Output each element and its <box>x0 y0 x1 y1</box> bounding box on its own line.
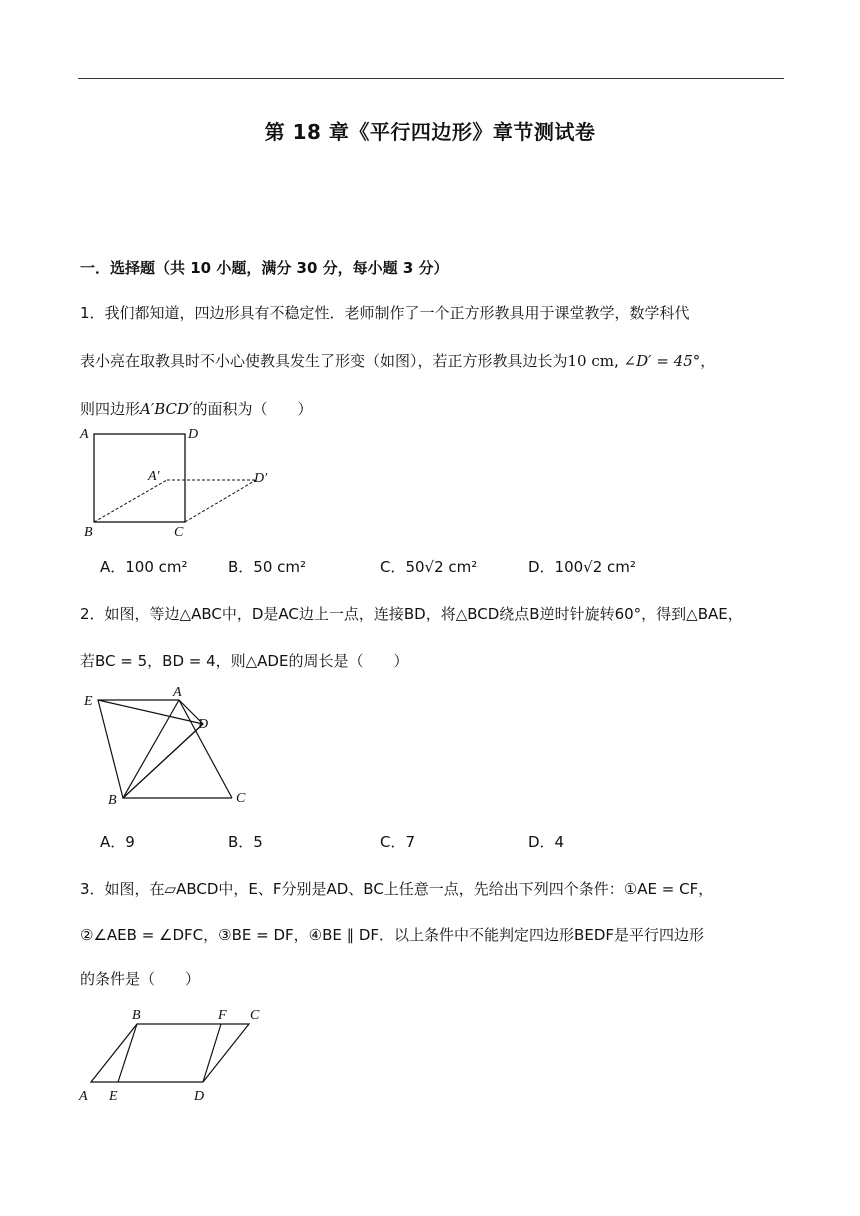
q2-label-e: E <box>84 694 93 709</box>
q2-option-a[interactable]: A．9 <box>100 833 135 851</box>
q1-angle: ∠D′ = 45° <box>623 352 701 370</box>
q3-line-2: ②∠AEB = ∠DFC，③BE = DF，④BE ∥ DF．以上条件中不能判定四边形BEDF是平行四边形 <box>80 926 705 944</box>
q2-option-d[interactable]: D．4 <box>528 833 565 851</box>
q2-line-1: 2．如图，等边△ABC中，D是AC边上一点，连接BD，将△BCD绕点B逆时针旋转60°，得到△BAE， <box>80 605 743 623</box>
q2-option-c[interactable]: C．7 <box>380 833 416 851</box>
q1-line-3 <box>80 398 312 419</box>
q1-shape: A′BCD′ <box>140 400 193 418</box>
header-rule <box>78 78 784 79</box>
q1-line-3-a: 则四边形 <box>80 400 141 418</box>
q3-label-e: E <box>109 1089 118 1104</box>
q2-line-ac <box>179 700 232 798</box>
q2-line-2: 若BC = 5，BD = 4，则△ADE的周长是（ ） <box>80 652 409 670</box>
q2-label-c: C <box>236 791 246 806</box>
q3-label-a: A <box>79 1089 88 1104</box>
q1-option-c[interactable]: C．50√2 cm² <box>380 558 478 576</box>
q1-label-b: B <box>84 525 93 540</box>
q1-label-d: D <box>188 427 199 442</box>
q2-line-ba <box>123 700 179 798</box>
q1-dashed-cd <box>185 480 256 522</box>
q2-label-b: B <box>108 793 117 808</box>
q3-label-f: F <box>218 1008 227 1023</box>
q3-line-be <box>118 1024 137 1082</box>
q3-line-fd <box>203 1024 221 1082</box>
q1-line-1: 1．我们都知道，四边形具有不稳定性．老师制作了一个正方形教具用于课堂教学，数学科代 <box>80 304 690 322</box>
section-heading: 一．选择题（共 10 小题，满分 30 分，每小题 3 分） <box>80 259 449 277</box>
q1-side-length: 10 cm <box>567 352 614 370</box>
q3-figure <box>76 1002 276 1110</box>
q1-label-a-prime: A′ <box>148 469 160 484</box>
q1-line-2: 表小亮在取教具时不小心使教具发生了形变（如图），若正方形教具边长为10 cm, ∠D′ = 45°， <box>80 352 716 370</box>
q3-parallelogram <box>91 1024 249 1082</box>
q3-line-3: 的条件是（ ） <box>80 970 201 988</box>
q1-option-b[interactable]: B．50 cm² <box>228 558 307 576</box>
q2-line-ed <box>98 700 203 724</box>
q1-label-a: A <box>80 427 89 442</box>
q2-label-d: D <box>198 717 209 732</box>
q3-line-1: 3．如图，在▱ABCD中，E、F分别是AD、BC上任意一点，先给出下列四个条件：①AE = CF， <box>80 880 714 898</box>
q1-label-d-prime: D′ <box>254 471 268 486</box>
q1-line-2-text: 表小亮在取教具时不小心使教具发生了形变（如图），若正方形教具边长为 <box>80 352 568 370</box>
q1-option-d[interactable]: D．100√2 cm² <box>528 558 636 576</box>
q1-option-a[interactable]: A．100 cm² <box>100 558 188 576</box>
q2-figure <box>76 680 266 810</box>
q1-figure <box>76 424 276 544</box>
q1-dashed-ba <box>94 480 167 522</box>
q3-label-c: C <box>250 1008 260 1023</box>
q2-option-b[interactable]: B．5 <box>228 833 263 851</box>
q1-square <box>94 434 185 522</box>
page-title: 第 18 章《平行四边形》章节测试卷 <box>264 120 596 144</box>
q1-line-3-b: 的面积为（ ） <box>192 400 313 418</box>
q3-label-b: B <box>132 1008 141 1023</box>
q3-label-d: D <box>194 1089 205 1104</box>
q1-label-c: C <box>174 525 184 540</box>
q2-line-bd <box>123 724 203 798</box>
q2-label-a: A <box>173 685 182 700</box>
